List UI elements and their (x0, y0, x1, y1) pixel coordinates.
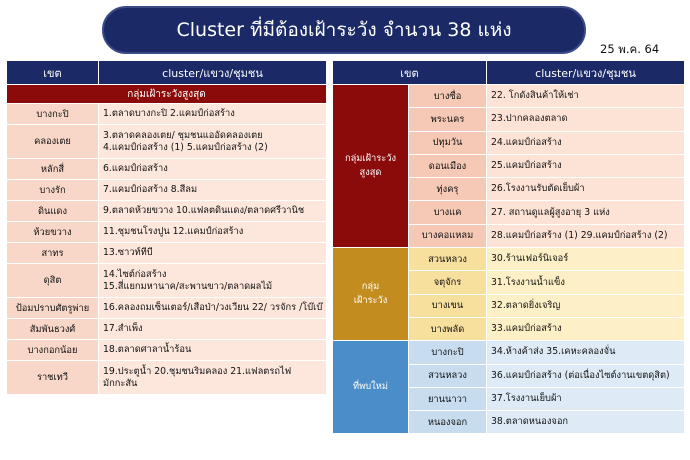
district-cell: บางคอแหลม (409, 224, 487, 247)
district-cell: สวนหลวง (409, 248, 487, 271)
district-cell: บางรัก (7, 180, 99, 201)
cluster-line: 17.สำเพ็ง (103, 323, 143, 334)
district-cell: บางกะปิ (409, 341, 487, 364)
cluster-line: 7.แคมป์ก่อสร้าง 8.สีลม (103, 184, 198, 195)
page-title: Cluster ที่มีต้องเฝ้าระวัง จำนวน 38 แห่ง (102, 6, 586, 54)
cluster-cell: 33.แคมป์ก่อสร้าง (487, 317, 685, 340)
watch-group-label (333, 248, 409, 341)
table-row (333, 341, 685, 364)
district-cell: สัมพันธวงศ์ (7, 319, 99, 340)
cluster-line: 19.ประตูน้ำ 20.ชุมชนริมคลอง 21.แฟลตรถไฟ (103, 365, 292, 377)
left-table-body (7, 85, 327, 395)
group-label-line: สูงสุด (359, 167, 382, 179)
left-cluster-table (6, 60, 327, 395)
cluster-cell (99, 319, 327, 340)
district-header: เขต (7, 61, 99, 85)
cluster-cell: 24.แคมป์ก่อสร้าง (487, 131, 685, 154)
cluster-cell: 37.โรงงานเย็บผ้า (487, 387, 685, 410)
highest-watch-group-label: กลุ่มเฝ้าระวังสูงสุด (7, 85, 327, 104)
district-cell: บางซื่อ (409, 85, 487, 108)
district-cell: ยานนาวา (409, 387, 487, 410)
cluster-cell (99, 159, 327, 180)
district-cell: บางพลัด (409, 317, 487, 340)
highest-watch-group-label (333, 85, 409, 248)
cluster-line: 9.ตลาดห้วยขวาง 10.แฟลตดินแดง/ตลาดศรีวานิช (103, 205, 305, 216)
district-cell: บางแค (409, 201, 487, 224)
district-cell: ราชเทวี (7, 361, 99, 395)
table-row (7, 201, 327, 222)
group-label-line: กลุ่มเฝ้าระวัง (344, 153, 397, 165)
date-label: 25 พ.ค. 64 (600, 42, 660, 56)
cluster-line: 1.ตลาดบางกะปิ 2.แคมป์ก่อสร้าง (103, 108, 235, 119)
table-row (7, 243, 327, 264)
cluster-cell (99, 125, 327, 159)
cluster-cell: 38.ตลาดหนองจอก (487, 411, 685, 434)
district-cell: บางกอกน้อย (7, 340, 99, 361)
cluster-cell: 31.โรงงานน้ำแข็ง (487, 271, 685, 294)
cluster-cell (99, 222, 327, 243)
area-header: cluster/แขวง/ชุมชน (99, 61, 327, 85)
cluster-cell: 25.แคมป์ก่อสร้าง (487, 154, 685, 177)
table-row (7, 222, 327, 243)
district-cell: สาทร (7, 243, 99, 264)
cluster-cell: 36.แคมป์ก่อสร้าง (ต่อเนื่องไซต์งานเขตดุสิต) (487, 364, 685, 387)
district-cell: บางเขน (409, 294, 487, 317)
table-row (7, 361, 327, 395)
cluster-line: 4.แคมป์ก่อสร้าง (1) 5.แคมป์ก่อสร้าง (2) (103, 141, 268, 153)
table-row (7, 104, 327, 125)
table-row (7, 298, 327, 319)
district-header: เขต (333, 61, 487, 85)
cluster-cell (99, 361, 327, 395)
cluster-cell: 30.ร้านเฟอร์นิเจอร์ (487, 248, 685, 271)
cluster-cell (99, 180, 327, 201)
district-cell: คลองเตย (7, 125, 99, 159)
cluster-line: 6.แคมป์ก่อสร้าง (103, 163, 168, 174)
table-row (7, 159, 327, 180)
district-cell: ทุ่งครุ (409, 178, 487, 201)
table-row (7, 319, 327, 340)
district-cell: จตุจักร (409, 271, 487, 294)
table-row (7, 125, 327, 159)
cluster-cell: 32.ตลาดยิ่งเจริญ (487, 294, 685, 317)
cluster-cell: 34.ห้างค้าส่ง 35.เคหะคลองจั่น (487, 341, 685, 364)
cluster-line: 15.สี่แยกมหานาค/สะพานขาว/ตลาดผลไม้ (103, 280, 273, 292)
district-cell: ดุสิต (7, 264, 99, 298)
district-cell: ปทุมวัน (409, 131, 487, 154)
district-cell: ดอนเมือง (409, 154, 487, 177)
table-row (7, 340, 327, 361)
area-header: cluster/แขวง/ชุมชน (487, 61, 685, 85)
district-cell: หนองจอก (409, 411, 487, 434)
district-cell: บางกะปิ (7, 104, 99, 125)
group-label-line: กลุ่ม (361, 281, 380, 293)
group-label-line: เฝ้าระวัง (353, 295, 388, 307)
cluster-cell (99, 201, 327, 222)
table-row (7, 264, 327, 298)
cluster-cell (99, 340, 327, 361)
cluster-cell (99, 243, 327, 264)
district-cell: หลักสี่ (7, 159, 99, 180)
cluster-line: 18.ตลาดศาลาน้ำร้อน (103, 344, 192, 355)
table-row (7, 180, 327, 201)
cluster-line: 14.ไซต์ก่อสร้าง (103, 268, 167, 280)
cluster-cell: 28.แคมป์ก่อสร้าง (1) 29.แคมป์ก่อสร้าง (2) (487, 224, 685, 247)
cluster-line: 3.ตลาดคลองเตย/ ชุมชนแออัดคลองเตย (103, 129, 263, 141)
cluster-line: 11.ชุมชนโรงปูน 12.แคมป์ก่อสร้าง (103, 226, 244, 237)
group-label-line: ที่พบใหม่ (353, 381, 388, 393)
cluster-cell: 27. สถานดูแลผู้สูงอายุ 3 แห่ง (487, 201, 685, 224)
district-cell: ห้วยขวาง (7, 222, 99, 243)
cluster-cell: 22. โกดังสินค้าให้เช่า (487, 85, 685, 108)
cluster-cell (99, 264, 327, 298)
table-row (333, 248, 685, 271)
cluster-cell: 26.โรงงานรับตัดเย็บผ้า (487, 178, 685, 201)
district-cell: ดินแดง (7, 201, 99, 222)
cluster-cell: 23.ปากคลองตลาด (487, 108, 685, 131)
district-cell: ป้อมปราบศัตรูพ่าย (7, 298, 99, 319)
cluster-line: 16.คลองถมเซ็นเตอร์/เสือป่า/วงเวียน 22/ วรจักร /โบ๊เบ๊ (103, 302, 323, 313)
right-table-body (333, 85, 685, 434)
cluster-line: 13.ซาวท์ทีบี (103, 247, 153, 258)
district-cell: พระนคร (409, 108, 487, 131)
table-row (333, 85, 685, 108)
right-cluster-table (332, 60, 685, 434)
cluster-cell (99, 298, 327, 319)
cluster-line: มักกะสัน (103, 377, 138, 389)
newly-found-group-label (333, 341, 409, 434)
district-cell: สวนหลวง (409, 364, 487, 387)
cluster-cell (99, 104, 327, 125)
